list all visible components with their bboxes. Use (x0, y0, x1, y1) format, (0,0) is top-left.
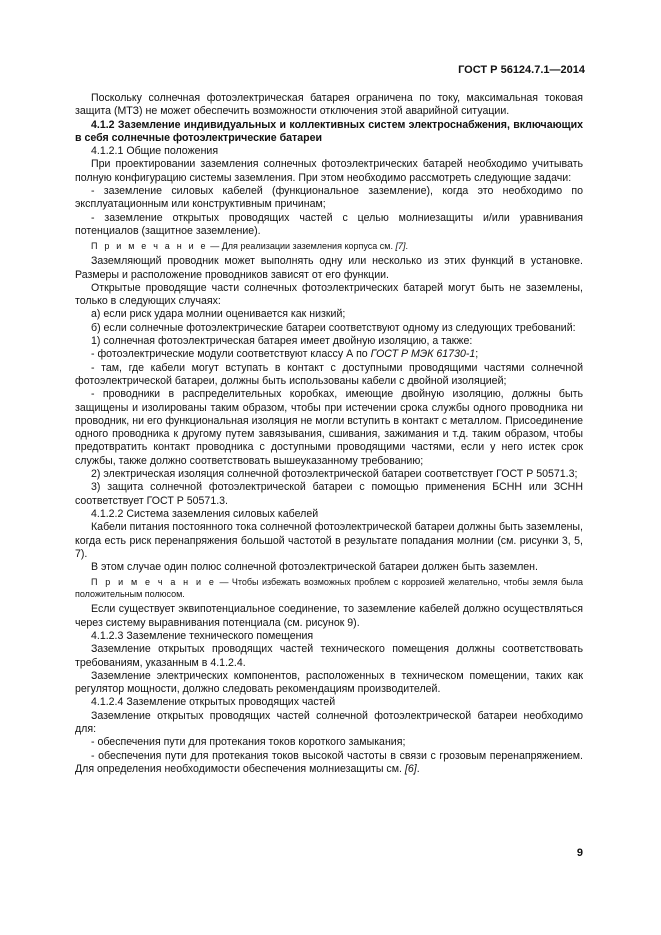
paragraph: Заземление электрических компонентов, расположенных в техническом помещении, таких как регулятор мощности, должно следовать рекомендациям производителей. (75, 669, 583, 696)
reference-link[interactable]: [6] (404, 762, 417, 775)
note-label: П р и м е ч а н и е (91, 577, 217, 588)
paragraph: Заземление открытых проводящих частей технического помещения должны соответствовать требованиям, указанным в 4.1.2.4. (75, 643, 583, 669)
note-label: П р и м е ч а н и е (91, 241, 208, 252)
list-item: 3) защита солнечной фотоэлектрической батареи с помощью применения БСНН или ЗСНН соответствует ГОСТ Р 50571.3. (75, 481, 583, 507)
note-tail: . (405, 241, 408, 252)
paragraph: Поскольку солнечная фотоэлектрическая батарея ограничена по току, максимальная токовая защита (МТЗ) не может обеспечить возможности отключения этой аварийной ситуации. (75, 92, 583, 118)
note-text: — Для реализации заземления корпуса см. (207, 241, 396, 252)
list-item (75, 750, 583, 777)
list-item-tail: . (416, 762, 420, 775)
paragraph: Если существует эквипотенциальное соединение, то заземление кабелей должно осуществляться через систему выравнивания потенциала (см. рисунок 9). (75, 603, 583, 629)
note-text: — Чтобы избежать возможных проблем с коррозией желательно, чтобы земля была положительным полюсом. (75, 577, 583, 600)
page-content (75, 92, 583, 776)
list-item: б) если солнечные фотоэлектрические батареи соответствуют одному из следующих требований: (91, 321, 576, 334)
list-item: а) если риск удара молнии оценивается как низкий; (91, 308, 346, 321)
reference-link[interactable]: ГОСТ Р МЭК 61730-1 (370, 348, 476, 361)
list-item-tail: ; (475, 348, 479, 361)
paragraph: При проектировании заземления солнечных фотоэлектрических батарей необходимо учитывать полную конфигурацию системы заземления. При этом необходимо рассмотреть следующие задачи: (75, 158, 583, 184)
subsection-heading-4-1-2-4: 4.1.2.4 Заземление открытых проводящих частей (91, 696, 336, 709)
list-item-text: - фотоэлектрические модули соответствуют классу А по (91, 348, 371, 361)
list-item (75, 348, 583, 361)
list-item-text: - обеспечения пути для протекания токов высокой частоты в связи с грозовым перенапряжением. Для определения необходимости обеспечения молниезащиты см. (75, 749, 583, 775)
list-item: 1) солнечная фотоэлектрическая батарея имеет двойную изоляцию, а также: (91, 335, 473, 348)
list-item: - там, где кабели могут вступать в контакт с доступными проводящими частями солнечной фотоэлектрической батареи, должны быть использованы кабели с двойной изоляцией; (75, 361, 583, 387)
note (75, 240, 583, 252)
list-item: - обеспечения пути для протекания токов короткого замыкания; (91, 736, 406, 749)
reference-link[interactable]: [7] (395, 241, 406, 252)
list-item: - заземление открытых проводящих частей с целью молниезащиты и/или уравнивания потенциалов (защитное заземление). (75, 211, 583, 237)
list-item: - проводники в распределительных коробках, имеющие двойную изоляцию, должны быть защищены и изолированы таким образом, чтобы при истечении срока службы одного проводника ни проводник, ни его функциональная изоляция не могли вступить в контакт с металлом. Присоединение одного проводника к другому путем завязывания, сшивания, зажимания и т.д. таким образом, чтобы предотвратить контакт проводника с доступными проводящими частями, если у него истек срок службы, также должно соответствовать вышеуказанному требованию; (75, 388, 583, 467)
document-header: ГОСТ Р 56124.7.1—2014 (458, 64, 585, 76)
subsection-heading-4-1-2-3: 4.1.2.3 Заземление технического помещения (91, 629, 314, 642)
page-number: 9 (576, 847, 583, 859)
paragraph: Заземляющий проводник может выполнять одну или несколько из этих функций в установке. Размеры и расположение проводников зависят от его функции. (75, 255, 583, 281)
list-item: - заземление силовых кабелей (функциональное заземление), когда это необходимо по эксплуатационным или конструктивным причинам; (75, 185, 583, 211)
paragraph: Кабели питания постоянного тока солнечной фотоэлектрической батареи должны быть заземлены, когда есть риск перенапряжения большой частотой в результате попадания молнии (см. рисунки 3, 5, 7). (75, 521, 583, 560)
paragraph: Заземление открытых проводящих частей солнечной фотоэлектрической батареи необходимо для: (75, 709, 583, 736)
list-item: 2) электрическая изоляция солнечной фотоэлектрической батареи соответствует ГОСТ Р 50571.3; (91, 468, 578, 481)
subsection-heading-4-1-2-2: 4.1.2.2 Система заземления силовых кабелей (91, 507, 319, 520)
note (75, 576, 583, 600)
paragraph: Открытые проводящие части солнечных фотоэлектрических батарей могут быть не заземлены, только в следующих случаях: (75, 281, 583, 308)
paragraph: В этом случае один полюс солнечной фотоэлектрической батареи должен быть заземлен. (91, 561, 538, 574)
subsection-heading-4-1-2-1: 4.1.2.1 Общие положения (91, 145, 219, 158)
section-heading-4-1-2: 4.1.2 Заземление индивидуальных и коллективных систем электроснабжения, включающих в себя солнечные фотоэлектрические батареи (75, 118, 583, 144)
